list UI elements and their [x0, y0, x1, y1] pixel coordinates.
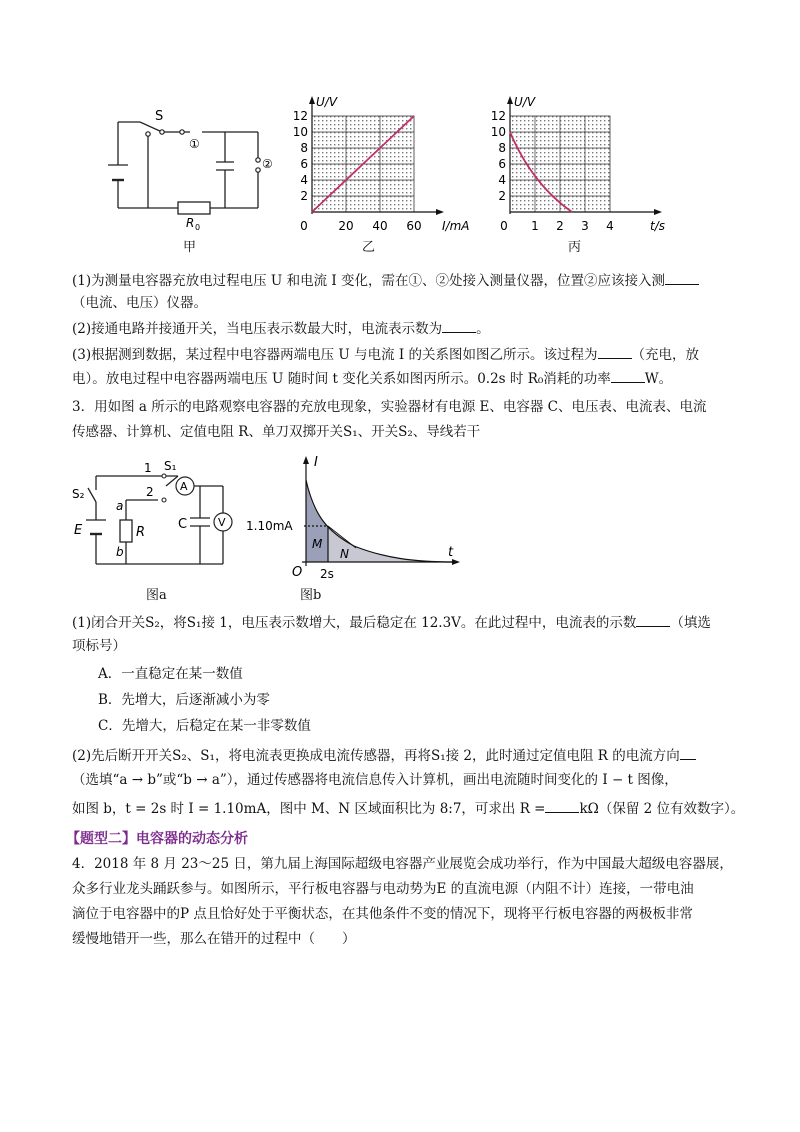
terminal-1-label: 1 [144, 461, 152, 475]
yi-y-tick: 6 [300, 157, 308, 171]
yi-x-tick: 40 [372, 219, 388, 233]
q3-stem-line1: 3．用如图 a 所示的电路观察电容器的充放电现象，实验器材有电源 E、电容器 C、电压表、电流表、电流 [72, 399, 707, 415]
bing-x-tick: 0 [500, 219, 508, 233]
resistor-r-label: R [136, 525, 146, 540]
bing-y-tick: 8 [498, 141, 506, 155]
q3-part2-line1: (2)先后断开开关S₂、S₁，将电流表更换成电流传感器，再将S₁接 2，此时通过定值电阻 R 的电流方向 [72, 745, 696, 766]
region-n-label: N [340, 547, 349, 561]
chart-b [244, 452, 464, 582]
time-value-label: 2s [320, 567, 334, 581]
terminal-2-label: 2 [146, 485, 154, 499]
voltmeter-label: V [218, 516, 226, 529]
q4-line2: 众多行业龙头踊跃参与。如图所示，平行板电容器与电动势为E 的直流电源（内阻不计）连接，一带电油 [72, 881, 694, 897]
bing-y-tick: 6 [498, 157, 506, 171]
figure-bing-caption: 丙 [568, 240, 582, 255]
option-b[interactable]: B．先增大，后逐渐减小为零 [98, 692, 270, 708]
q3-stem-line2: 传感器、计算机、定值电阻 R、单刀双掷开关S₁、开关S₂、导线若干 [72, 424, 481, 440]
bing-x-tick: 4 [606, 219, 614, 233]
ammeter-label: A [180, 480, 188, 493]
yi-x-tick: 20 [338, 219, 354, 233]
circuit-jia [100, 100, 290, 230]
yi-y-tick: 2 [300, 189, 308, 203]
answer-blank[interactable] [665, 270, 699, 285]
answer-blank[interactable] [680, 745, 696, 760]
q2-part2: (2)接通电路并接通开关，当电压表示数最大时，电流表示数为 。 [72, 318, 490, 339]
yi-x-tick: 0 [300, 219, 308, 233]
answer-blank[interactable] [636, 612, 670, 627]
circuit-a [68, 452, 248, 582]
yi-y-tick: 4 [300, 173, 308, 187]
figure-jia-caption: 甲 [183, 240, 197, 255]
bing-x-tick: 3 [581, 219, 589, 233]
switch-label: S [155, 109, 164, 124]
bing-y-tick: 2 [498, 189, 506, 203]
q2-part1-line1: (1)为测量电容器充放电过程电压 U 和电流 I 变化，需在①、②处接入测量仪器，位置②应该接入测 [72, 270, 699, 291]
answer-blank[interactable] [598, 344, 632, 359]
region-m-label: M [312, 537, 323, 551]
section-title: 【题型二】电容器的动态分析 [66, 831, 248, 847]
bing-y-axis-label: U/V [514, 95, 536, 109]
yi-y-tick: 10 [292, 125, 308, 139]
yi-y-tick: 12 [292, 109, 308, 123]
figure-a-caption: 图a [146, 588, 167, 603]
q4-line4: 缓慢地错开一些，那么在错开的过程中（ ） [72, 931, 356, 947]
q3-part2-line2: （选填“a → b”或“b → a”），通过传感器将电流信息传入计算机，画出电流随时间变化的 I − t 图像， [72, 772, 678, 788]
chart-yi [290, 92, 490, 242]
q3-part1-line2: 项标号） [72, 638, 126, 654]
answer-blank[interactable] [545, 798, 579, 813]
option-a[interactable]: A．一直稳定在某一数值 [98, 666, 243, 682]
answer-blank[interactable] [442, 318, 476, 333]
option-c[interactable]: C．先增大，后稳定在某一非零数值 [98, 718, 311, 734]
q2-part1-line2: （电流、电压）仪器。 [72, 295, 207, 311]
q2-part3-line1: (3)根据测到数据，某过程中电容器两端电压 U 与电流 I 的关系图如图乙所示。该过程为 （充电，放 [72, 344, 699, 365]
bing-x-tick: 2 [556, 219, 564, 233]
current-value-label: 1.10mA [246, 519, 293, 533]
yi-x-axis-label: I/mA [442, 219, 470, 233]
yi-x-tick: 60 [406, 219, 422, 233]
q4-line3: 滴位于电容器中的P 点且恰好处于平衡状态，在其他条件不变的情况下，现将平行板电容器的两极板非常 [72, 906, 693, 922]
bing-y-tick: 4 [498, 173, 506, 187]
source-e-label: E [74, 523, 83, 538]
s1-label: S₁ [164, 459, 177, 473]
origin-label: O [292, 565, 303, 580]
answer-blank[interactable] [611, 368, 645, 383]
capacitor-c-label: C [178, 517, 188, 532]
q4-line1: 4．2018 年 8 月 23～25 日，第九届上海国际超级电容器产业展览会成功举行，作为中国最大超级电容器展， [72, 856, 733, 872]
figure-b-caption: 图b [300, 588, 322, 603]
b-y-axis-label: I [314, 455, 318, 470]
b-x-axis-label: t [448, 545, 454, 560]
position-1-label: ① [189, 137, 200, 151]
position-2-label: ② [262, 157, 273, 171]
s2-label: S₂ [72, 487, 85, 501]
bing-y-tick: 10 [490, 125, 506, 139]
bing-x-axis-label: t/s [650, 219, 665, 233]
q3-part2-line3: 如图 b，t = 2s 时 I = 1.10mA，图中 M、N 区域面积比为 8:7，可求出 R = kΩ（保留 2 位有效数字）。 [72, 798, 744, 819]
resistor-label: R [186, 216, 195, 230]
resistor-subscript: 0 [195, 223, 201, 230]
bing-x-tick: 1 [531, 219, 539, 233]
bing-y-tick: 12 [490, 109, 506, 123]
chart-bing [488, 92, 688, 242]
node-b-label: b [116, 545, 124, 559]
yi-y-axis-label: U/V [316, 95, 338, 109]
figure-yi-caption: 乙 [362, 240, 376, 255]
node-a-label: a [116, 499, 124, 513]
q3-part1-line1: (1)闭合开关S₂，将S₁接 1，电压表示数增大，最后稳定在 12.3V。在此过程中，电流表的示数 （填选 [72, 612, 711, 633]
q2-part3-line2: 电）。放电过程中电容器两端电压 U 随时间 t 变化关系如图丙所示。0.2s 时 R₀消耗的功率 W。 [72, 368, 672, 389]
yi-y-tick: 8 [300, 141, 308, 155]
